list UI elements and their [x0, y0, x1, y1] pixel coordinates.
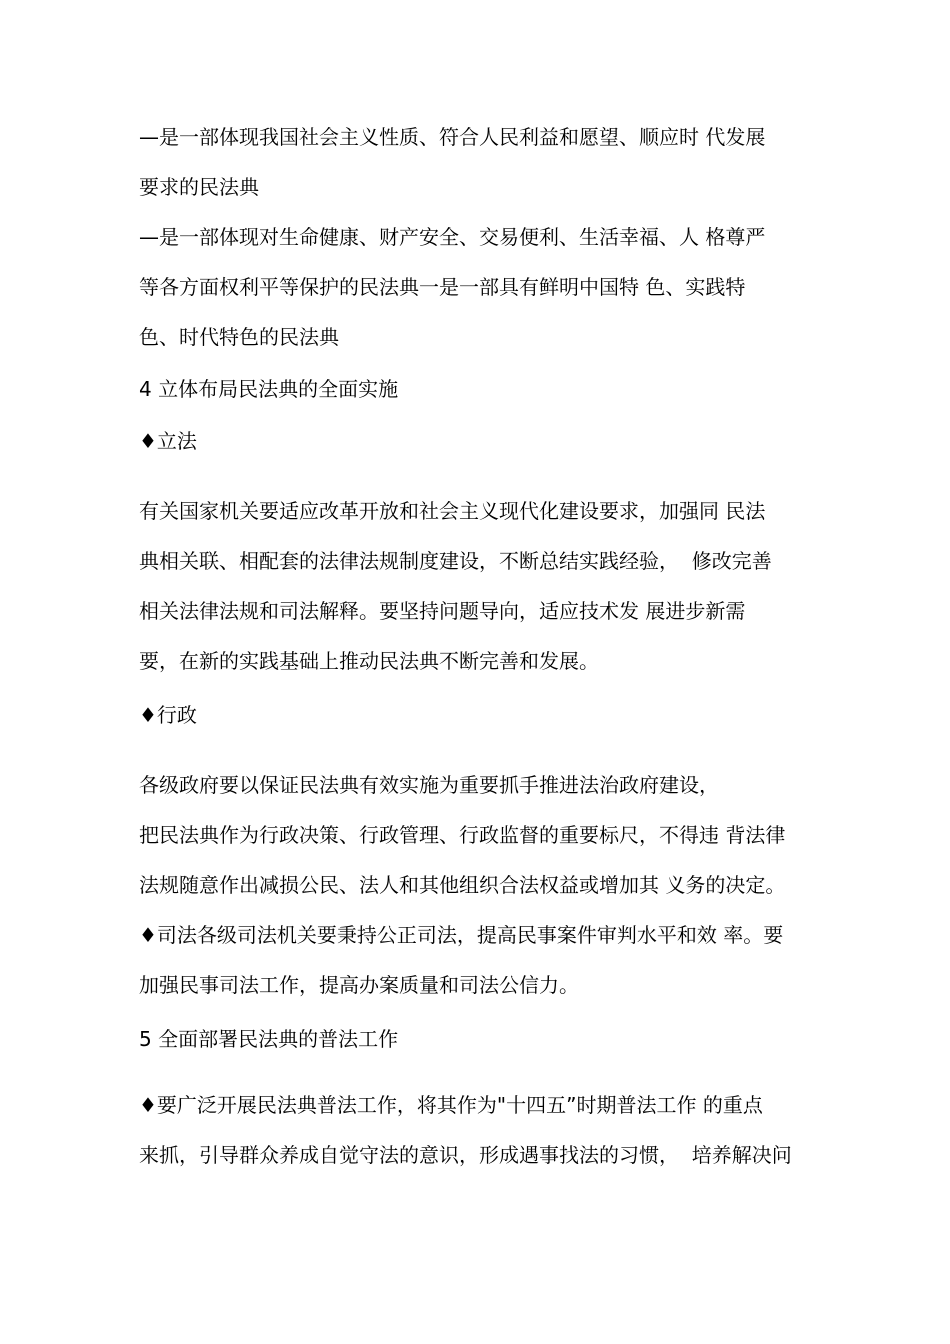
- text-line: 要求的民法典: [139, 175, 259, 199]
- subsection-heading: ♦立法: [139, 429, 197, 453]
- text-line: 各级政府要以保证民法典有效实施为重要抓手推进法治政府建设，: [139, 773, 719, 797]
- text-line: 要，在新的实践基础上推动民法典不断完善和发展。: [139, 649, 599, 673]
- section-heading: 4 立体布局民法典的全面实施: [139, 377, 399, 401]
- text-line: 有关国家机关要适应改革开放和社会主义现代化建设要求，加强同 民法: [139, 499, 766, 523]
- text-line: ♦要广泛开展民法典普法工作，将其作为"十四五”时期普法工作 的重点: [139, 1093, 763, 1117]
- text-line: ♦司法各级司法机关要秉持公正司法，提高民事案件审判水平和效 率。要: [139, 923, 784, 947]
- section-heading: 5 全面部署民法典的普法工作: [139, 1027, 399, 1051]
- text-line: 把民法典作为行政决策、行政管理、行政监督的重要标尺，不得违 背法律: [139, 823, 786, 847]
- text-line: 色、时代特色的民法典: [139, 325, 339, 349]
- text-line: 典相关联、相配套的法律法规制度建设，不断总结实践经验， 修改完善: [139, 549, 772, 573]
- text-line: 等各方面权利平等保护的民法典一是一部具有鲜明中国特 色、实践特: [139, 275, 746, 299]
- text-line: —是一部体现对生命健康、财产安全、交易便利、生活幸福、人 格尊严: [139, 225, 766, 249]
- text-line: 相关法律法规和司法解释。要坚持问题导向，适应技术发 展进步新需: [139, 599, 746, 623]
- text-line: —是一部体现我国社会主义性质、符合人民利益和愿望、顺应时 代发展: [139, 125, 766, 149]
- text-line: 法规随意作出减损公民、法人和其他组织合法权益或增加其 义务的决定。: [139, 873, 786, 897]
- subsection-heading: ♦行政: [139, 703, 197, 727]
- text-line: 加强民事司法工作，提高办案质量和司法公信力。: [139, 973, 579, 997]
- text-line: 来抓，引导群众养成自觉守法的意识，形成遇事找法的习惯， 培养解决问: [139, 1143, 792, 1167]
